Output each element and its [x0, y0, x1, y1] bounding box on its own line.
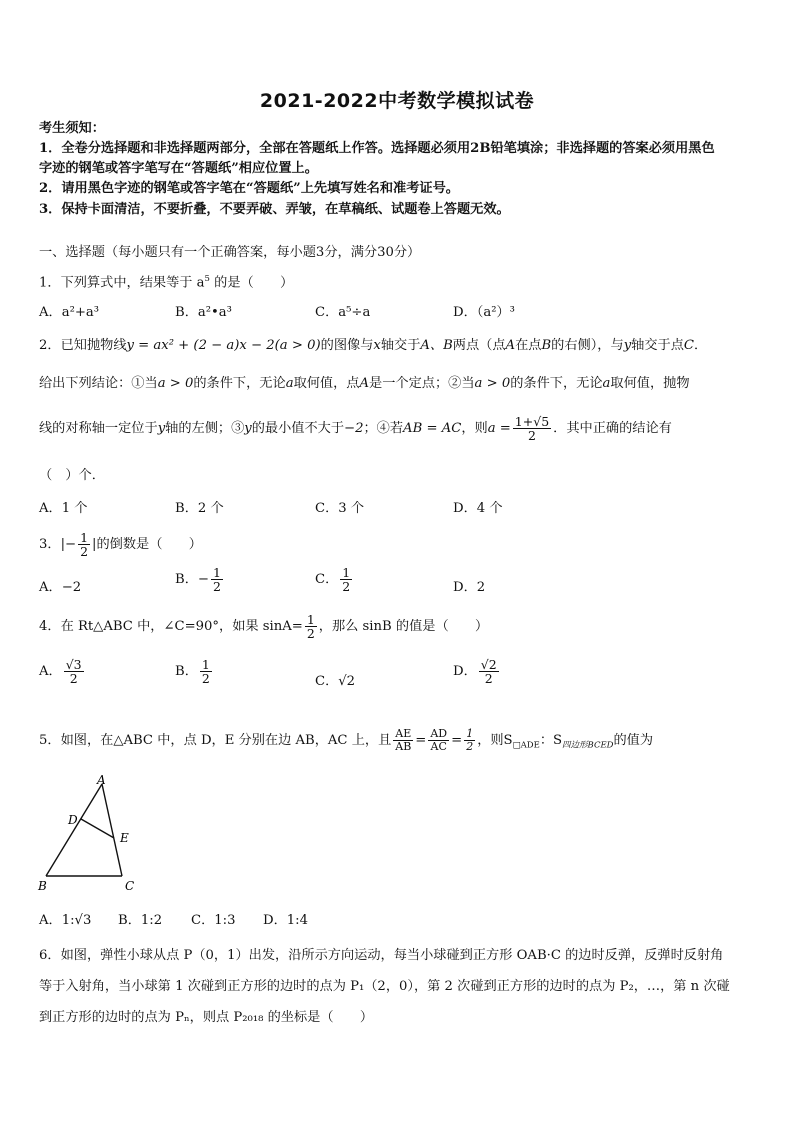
question-2-line-3	[39, 414, 760, 444]
q3-abs-close: |	[92, 537, 97, 552]
q2-l2-cond2: a > 0	[474, 376, 511, 391]
label-b: B	[38, 879, 47, 893]
section-heading: 一、选择题（每小题只有一个正确答案，每小题3分，满分30分）	[39, 245, 421, 260]
q3-option-d: D．2	[453, 580, 486, 595]
q4-optA-num: √3	[65, 657, 82, 672]
q4-option-d	[453, 658, 501, 685]
q2-l3-y2: y	[244, 421, 252, 436]
q3-prefix: 3．	[39, 537, 61, 552]
side-ab	[46, 784, 102, 876]
q3-optC-fraction	[340, 566, 352, 593]
q5-frac-1-den: AB	[395, 740, 412, 753]
q2-option-c: C．3 个	[315, 501, 365, 516]
q4-optA-pre: A．	[39, 664, 62, 680]
q4-optD-fraction	[479, 658, 499, 685]
q2-fraction	[513, 415, 551, 442]
q4-optD-num: √2	[480, 657, 497, 672]
side-ac	[102, 784, 122, 876]
label-d: D	[68, 813, 78, 827]
q3-optB-den: 2	[212, 579, 221, 595]
q5-stem-a: 5．如图，在△ABC 中，点 D，E 分别在边 AB，AC 上，且	[39, 733, 392, 748]
q2-l1-d: 两点（点	[452, 338, 506, 353]
q3-optB-num: 1	[212, 565, 221, 580]
question-1	[39, 269, 760, 293]
question-5	[39, 726, 760, 761]
q5-option-a: A．1:√3	[39, 913, 92, 928]
q5-colon: ：S	[539, 733, 563, 748]
q5-stem-b: ，则S	[477, 733, 513, 748]
q2-option-b: B．2 个	[175, 501, 224, 516]
q3-option-a: A．−2	[39, 580, 82, 595]
q2-l2-cond: a > 0	[157, 376, 194, 391]
label-e: E	[120, 831, 129, 845]
q5-eq-2: =	[451, 733, 463, 748]
q2-l2-d: 是一个定点；②当	[369, 376, 475, 391]
q2-l1-A: A	[505, 338, 516, 353]
q4-optD-pre: D．	[453, 664, 477, 680]
q1-exponent: 5	[204, 274, 210, 284]
q2-l3-d: ；④若	[363, 421, 404, 436]
q2-l1-e: 在点	[515, 338, 542, 353]
q1-option-a: A．a²+a³	[39, 305, 100, 320]
q2-l2-c: 取何值，点	[293, 376, 360, 391]
q3-optC-num: 1	[342, 565, 351, 580]
q4-optB-num: 1	[201, 657, 210, 672]
question-2-line-2	[39, 374, 760, 394]
q2-l3-c: 的最小值不大于	[251, 421, 345, 436]
label-c: C	[125, 879, 135, 893]
q2-l2-b: 的条件下，无论	[193, 376, 286, 391]
triangle-figure	[34, 772, 144, 897]
q2-l1-B: B	[541, 338, 552, 353]
q2-l1-ab: A、B	[420, 338, 453, 353]
q5-frac-1	[393, 728, 413, 752]
question-2-line-4: （ ）个．	[39, 468, 105, 483]
q3-fraction	[78, 531, 90, 558]
q2-l1-g: 轴交于点	[631, 338, 684, 353]
question-3	[39, 528, 760, 562]
q2-l1-a: 2．已知抛物线	[39, 338, 127, 353]
q4-stem-a: 4．在 Rt△ABC 中，∠C=90°，如果 sinA=	[39, 619, 303, 634]
q5-frac-3-num: 1	[466, 727, 474, 741]
q2-l3-eq: AB = AC	[403, 421, 462, 436]
q2-l3-y: y	[157, 421, 166, 436]
q5-option-d: D．1:4	[263, 913, 308, 928]
q4-stem-b: ，那么 sinB 的值是（ ）	[318, 619, 489, 634]
q1-stem-b: 的是（ ）	[209, 275, 294, 291]
q2-l1-c: 轴交于	[380, 338, 421, 353]
q2-l1-h: ．	[693, 338, 708, 353]
q5-sub-bced: 四边形BCED	[562, 740, 614, 751]
q2-fraction-num: 1+√5	[514, 413, 550, 429]
q2-l2-A: A	[359, 376, 370, 391]
q4-option-a	[39, 658, 86, 685]
q4-option-c: C．√2	[315, 674, 356, 689]
q3-optB-fraction	[211, 566, 223, 593]
q4-option-b	[175, 658, 214, 685]
q4-optB-pre: B．	[175, 664, 198, 680]
q2-l1-C: C	[683, 338, 694, 353]
q3-optB-pre: B．−	[175, 572, 209, 588]
q3-suffix: 的倒数是（ ）	[96, 537, 202, 552]
q4-optA-den: 2	[69, 671, 78, 687]
q5-frac-3-den: 2	[466, 740, 474, 753]
q2-l1-f: 的右侧），与	[551, 338, 624, 353]
q2-l2-a: 给出下列结论：①当	[39, 376, 158, 391]
q4-optD-den: 2	[484, 671, 493, 687]
q2-l2-a-var2: a	[602, 376, 611, 391]
q4-fraction-den: 2	[306, 626, 315, 641]
q5-option-c: C．1:3	[191, 913, 236, 928]
question-6-line-3: 到正方形的边时的点为 Pₙ，则点 P₂₀₁₈ 的坐标是（ ）	[39, 1010, 374, 1025]
q2-parabola-expr: y = ax² + (2 − a)x − 2(a > 0)	[126, 338, 321, 353]
segment-de	[81, 819, 114, 838]
q3-fraction-den: 2	[80, 544, 89, 559]
q4-optB-fraction	[200, 658, 212, 685]
question-2-line-1	[39, 336, 760, 356]
q2-l2-e: 的条件下，无论	[510, 376, 603, 391]
q4-fraction-num: 1	[306, 611, 315, 627]
q4-optA-fraction	[64, 658, 84, 685]
q2-l2-f: 取何值，抛物	[610, 376, 690, 391]
q5-frac-1-num: AE	[393, 728, 413, 741]
q4-fraction	[305, 613, 317, 640]
q1-option-c: C．a⁵÷a	[315, 305, 371, 320]
q2-fraction-den: 2	[528, 428, 536, 443]
q2-l1-y: y	[623, 338, 632, 353]
notice-heading: 考生须知：	[39, 121, 105, 136]
q2-l2-a-var: a	[285, 376, 294, 391]
q3-fraction-num: 1	[80, 529, 89, 545]
q1-stem-a: 1．下列算式中，结果等于 a	[39, 275, 205, 291]
q3-optC-pre: C．	[315, 572, 339, 588]
q5-sub-ade: □ADE	[512, 740, 540, 751]
label-a: A	[97, 773, 106, 787]
q3-option-b	[175, 566, 225, 593]
question-6-line-1: 6．如图，弹性小球从点 P（0，1）出发，沿所示方向运动，每当小球碰到正方形 OAB·C 的边时反弹，反弹时反射角	[39, 948, 724, 963]
q5-frac-2-num: AD	[430, 727, 448, 741]
q2-l3-e: ，则	[461, 421, 488, 436]
q5-eq-1: =	[415, 733, 427, 748]
question-6-line-2: 等于入射角，当小球第 1 次碰到正方形的边时的点为 P₁（2，0），第 2 次碰到正方形的边时的点为 P₂，…，第 n 次碰	[39, 979, 730, 994]
q5-option-b: B．1:2	[118, 913, 163, 928]
q2-l3-a: 线的对称轴一定位于	[39, 421, 158, 436]
q2-l3-b: 轴的左侧；③	[165, 421, 245, 436]
notice-item-2: 2．请用黑色字迹的钢笔或答字笔在“答题纸”上先填写姓名和准考证号。	[39, 181, 459, 196]
q2-l1-x: x	[373, 338, 381, 353]
q1-option-b: B．a²•a³	[175, 305, 232, 320]
q5-frac-2-den: AC	[430, 740, 447, 753]
q3-abs-open: |−	[60, 537, 77, 552]
q5-stem-c: 的值为	[613, 733, 654, 748]
q2-option-d: D．4 个	[453, 501, 503, 516]
question-4	[39, 610, 760, 644]
q2-l1-b: 的图像与	[320, 338, 374, 353]
q5-frac-3	[464, 728, 475, 752]
notice-item-1-cont: 字迹的钢笔或答字笔写在“答题纸”相应位置上。	[39, 161, 318, 176]
notice-item-1: 1．全卷分选择题和非选择题两部分，全部在答题纸上作答。选择题必须用2B铅笔填涂；非选择题的答案必须用黑色	[39, 141, 715, 156]
q4-optB-den: 2	[201, 671, 210, 687]
q2-option-a: A．1 个	[39, 501, 88, 516]
q3-optC-den: 2	[342, 579, 351, 595]
q5-frac-2	[428, 728, 449, 752]
q3-option-c	[315, 566, 354, 593]
q2-l3-a-eq: a =	[487, 421, 511, 436]
q1-option-d: D．（a²）³	[453, 305, 515, 320]
q2-l3-f: ．其中正确的结论有	[553, 421, 672, 436]
notice-item-3: 3．保持卡面清洁，不要折叠，不要弄破、弄皱，在草稿纸、试题卷上答题无效。	[39, 202, 510, 217]
page-title: 2021-2022中考数学模拟试卷	[259, 90, 535, 112]
q2-l3-minus2: −2	[344, 421, 364, 436]
